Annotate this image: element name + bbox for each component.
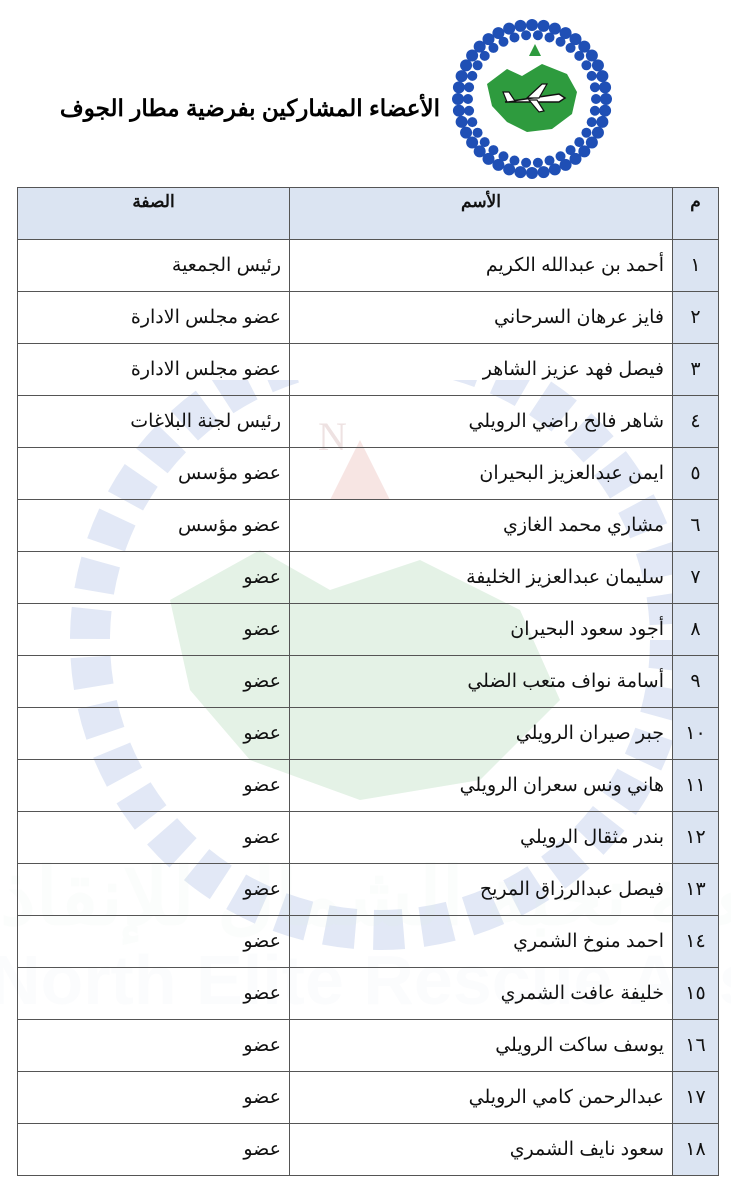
cell-name: جبر صيران الرويلي bbox=[290, 708, 673, 760]
logo-ring-dot bbox=[514, 20, 526, 32]
table-row bbox=[18, 760, 719, 812]
logo-ring-dot bbox=[467, 117, 477, 127]
page-header bbox=[0, 0, 731, 175]
logo-ring-dot bbox=[509, 156, 519, 166]
cell-role: عضو مجلس الادارة bbox=[18, 292, 290, 344]
table-row bbox=[18, 1020, 719, 1072]
logo-ring-dot bbox=[464, 106, 474, 116]
logo-ring-dot bbox=[566, 145, 576, 155]
cell-num: ٥ bbox=[673, 448, 719, 500]
cell-num: ١٤ bbox=[673, 916, 719, 968]
logo-ring-dot bbox=[574, 51, 584, 61]
cell-role: رئيس الجمعية bbox=[18, 240, 290, 292]
cell-num: ٩ bbox=[673, 656, 719, 708]
table-row bbox=[18, 812, 719, 864]
cell-role: عضو bbox=[18, 552, 290, 604]
logo-ring-dot bbox=[545, 32, 555, 42]
cell-name: فايز عرهان السرحاني bbox=[290, 292, 673, 344]
logo-ring-dot bbox=[456, 116, 468, 128]
cell-num: ٨ bbox=[673, 604, 719, 656]
logo-ring-dot bbox=[599, 105, 611, 117]
cell-role: عضو bbox=[18, 604, 290, 656]
cell-num: ١٠ bbox=[673, 708, 719, 760]
header-num: م bbox=[673, 188, 719, 240]
logo-ring-dot bbox=[498, 37, 508, 47]
cell-num: ١٢ bbox=[673, 812, 719, 864]
header-name: الأسم bbox=[290, 188, 673, 240]
table-row bbox=[18, 604, 719, 656]
logo-ring-dot bbox=[488, 43, 498, 53]
cell-name: خليفة عافت الشمري bbox=[290, 968, 673, 1020]
logo-ring-dot bbox=[473, 60, 483, 70]
cell-role: عضو bbox=[18, 1124, 290, 1176]
cell-name: احمد منوخ الشمري bbox=[290, 916, 673, 968]
table-row bbox=[18, 240, 719, 292]
logo-ring-dot bbox=[460, 127, 472, 139]
logo-ring-dot bbox=[467, 71, 477, 81]
cell-name: هاني ونس سعران الرويلي bbox=[290, 760, 673, 812]
logo-ring-dot bbox=[533, 30, 543, 40]
table-row bbox=[18, 292, 719, 344]
cell-num: ١٣ bbox=[673, 864, 719, 916]
logo-ring-dot bbox=[538, 20, 550, 32]
cell-name: أجود سعود البحيران bbox=[290, 604, 673, 656]
table-row bbox=[18, 1072, 719, 1124]
table-row bbox=[18, 448, 719, 500]
logo-ring-dot bbox=[453, 105, 465, 117]
cell-role: عضو bbox=[18, 812, 290, 864]
logo-ring-dot bbox=[464, 82, 474, 92]
cell-name: سليمان عبدالعزيز الخليفة bbox=[290, 552, 673, 604]
logo-ring-dot bbox=[480, 51, 490, 61]
table-row bbox=[18, 968, 719, 1020]
cell-name: شاهر فالح راضي الرويلي bbox=[290, 396, 673, 448]
logo-ring-dot bbox=[498, 151, 508, 161]
cell-num: ١٥ bbox=[673, 968, 719, 1020]
logo-ring-dot bbox=[463, 94, 473, 104]
cell-role: عضو bbox=[18, 708, 290, 760]
cell-role: عضو bbox=[18, 864, 290, 916]
logo-ring-dot bbox=[526, 19, 538, 31]
logo-ring-dot bbox=[581, 128, 591, 138]
cell-name: فيصل فهد عزيز الشاهر bbox=[290, 344, 673, 396]
table-header-row bbox=[18, 188, 719, 240]
table-row bbox=[18, 916, 719, 968]
cell-name: عبدالرحمن كامي الرويلي bbox=[290, 1072, 673, 1124]
cell-role: عضو bbox=[18, 760, 290, 812]
logo-ring-dot bbox=[556, 37, 566, 47]
svg-text:N: N bbox=[318, 414, 347, 459]
cell-num: ١ bbox=[673, 240, 719, 292]
logo-ring-dot bbox=[599, 81, 611, 93]
cell-num: ٣ bbox=[673, 344, 719, 396]
logo-ring-dot bbox=[452, 93, 464, 105]
logo-ring-dot bbox=[545, 156, 555, 166]
logo-ring-dot bbox=[581, 60, 591, 70]
cell-name: أسامة نواف متعب الضلي bbox=[290, 656, 673, 708]
logo-ring-dot bbox=[509, 32, 519, 42]
cell-name: مشاري محمد الغازي bbox=[290, 500, 673, 552]
cell-role: عضو bbox=[18, 656, 290, 708]
logo-ring-dot bbox=[590, 106, 600, 116]
cell-role: رئيس لجنة البلاغات bbox=[18, 396, 290, 448]
cell-num: ٦ bbox=[673, 500, 719, 552]
cell-name: فيصل عبدالرزاق المريح bbox=[290, 864, 673, 916]
association-logo bbox=[447, 14, 617, 184]
members-table bbox=[17, 187, 719, 1176]
header-role: الصفة bbox=[18, 188, 290, 240]
cell-name: بندر مثقال الرويلي bbox=[290, 812, 673, 864]
table-row bbox=[18, 396, 719, 448]
cell-num: ١٧ bbox=[673, 1072, 719, 1124]
table-row bbox=[18, 500, 719, 552]
logo-ring-dot bbox=[538, 166, 550, 178]
table-row bbox=[18, 708, 719, 760]
logo-ring-dot bbox=[596, 70, 608, 82]
cell-role: عضو bbox=[18, 968, 290, 1020]
cell-role: عضو bbox=[18, 916, 290, 968]
page-title: الأعضاء المشاركين بفرضية مطار الجوف bbox=[59, 95, 440, 121]
logo-ring-dot bbox=[556, 151, 566, 161]
logo-ring-dot bbox=[526, 167, 538, 179]
cell-name: أحمد بن عبدالله الكريم bbox=[290, 240, 673, 292]
cell-role: عضو مجلس الادارة bbox=[18, 344, 290, 396]
logo-ring-dot bbox=[453, 81, 465, 93]
logo-ring-dot bbox=[600, 93, 612, 105]
cell-name: سعود نايف الشمري bbox=[290, 1124, 673, 1176]
table-row bbox=[18, 1124, 719, 1176]
cell-num: ٢ bbox=[673, 292, 719, 344]
logo-ring-dot bbox=[533, 158, 543, 168]
cell-role: عضو مؤسس bbox=[18, 448, 290, 500]
table-row bbox=[18, 864, 719, 916]
logo-ring-dot bbox=[590, 82, 600, 92]
cell-num: ١٦ bbox=[673, 1020, 719, 1072]
cell-num: ١١ bbox=[673, 760, 719, 812]
logo-ring-dot bbox=[587, 71, 597, 81]
logo-ring-dot bbox=[521, 30, 531, 40]
cell-name: ايمن عبدالعزيز البحيران bbox=[290, 448, 673, 500]
logo-ring-dot bbox=[514, 166, 526, 178]
table-row bbox=[18, 344, 719, 396]
logo-ring-dot bbox=[473, 128, 483, 138]
cell-num: ١٨ bbox=[673, 1124, 719, 1176]
cell-num: ٤ bbox=[673, 396, 719, 448]
logo-ring-dot bbox=[591, 94, 601, 104]
logo-ring-dot bbox=[566, 43, 576, 53]
cell-role: عضو bbox=[18, 1072, 290, 1124]
table-row bbox=[18, 656, 719, 708]
table-row bbox=[18, 552, 719, 604]
logo-ring-dot bbox=[456, 70, 468, 82]
logo-ring-dot bbox=[587, 117, 597, 127]
logo-ring-dot bbox=[521, 158, 531, 168]
logo-ring-dot bbox=[574, 137, 584, 147]
cell-name: يوسف ساكت الرويلي bbox=[290, 1020, 673, 1072]
cell-role: عضو مؤسس bbox=[18, 500, 290, 552]
logo-ring-dot bbox=[480, 137, 490, 147]
logo-ring-dot bbox=[596, 116, 608, 128]
logo-ring-dot bbox=[592, 59, 604, 71]
cell-role: عضو bbox=[18, 1020, 290, 1072]
cell-num: ٧ bbox=[673, 552, 719, 604]
logo-ring-dot bbox=[488, 145, 498, 155]
